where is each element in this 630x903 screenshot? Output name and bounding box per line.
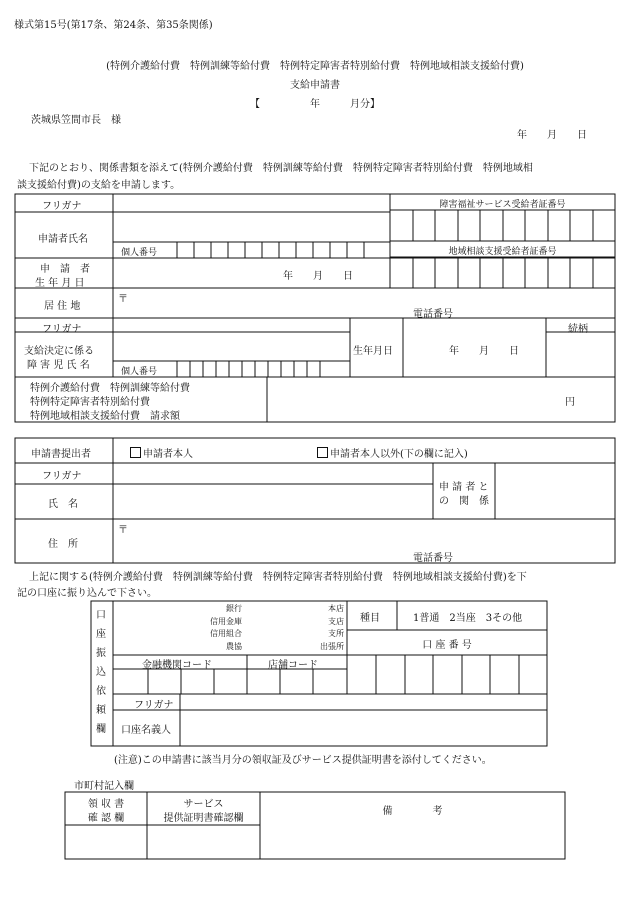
service-check-label-2: 提供証明書確認欄 (163, 813, 244, 824)
bank-side-char: 頼 (96, 705, 106, 716)
account-furigana-label: フリガナ (134, 700, 174, 711)
submitter-self-label: 申請者本人 (143, 449, 193, 460)
child-birth-value: 年 月 日 (449, 346, 519, 357)
cert-no-label: 障害福祉サービス受給者証番号 (439, 200, 566, 210)
bank-side-label (96, 606, 108, 739)
applicant-birth-label-1: 申 請 者 (40, 264, 90, 275)
residence-postal-mark: 〒 (118, 294, 128, 305)
form-number: 様式第15号(第17条、第24条、第35条関係) (14, 20, 213, 31)
transfer-line-2: 記の口座に振り込んで下さい。 (17, 588, 157, 599)
applicant-personal-no-label: 個人番号 (121, 248, 158, 258)
child-personal-no-label: 個人番号 (121, 367, 158, 377)
submitter-self-option[interactable] (130, 445, 193, 460)
municipal-title: 市町村記入欄 (74, 781, 134, 792)
account-kind-options: 1普通 2当座 3その他 (413, 613, 523, 624)
intro-line-1: 下記のとおり、関係書類を添えて(特例介護給付費 特例訓練等給付費 特例特定障害者特別給付費 特例地域相 (29, 163, 533, 174)
branch-type-item: 支所 (328, 629, 344, 638)
bank-side-char: 座 (96, 629, 106, 640)
form-subtitle: (特例介護給付費 特例訓練等給付費 特例特定障害者特別給付費 特例地域相談支援給付費) (106, 61, 524, 72)
bank-side-char: 振 (96, 648, 106, 659)
child-name-label-2: 障 害 児 氏 名 (27, 360, 90, 371)
branch-type-item: 支店 (328, 616, 344, 626)
receipt-check-label-2: 確 認 欄 (87, 813, 125, 824)
submitter-other-checkbox[interactable] (317, 447, 328, 458)
submitter-phone-label: 電話番号 (413, 553, 453, 564)
branch-type-item: 出張所 (320, 641, 344, 651)
submitter-relation-label-2: の 関 係 (439, 496, 489, 507)
submitter-self-checkbox[interactable] (130, 447, 141, 458)
bank-type-item: 信用組合 (210, 629, 242, 638)
claim-label-1: 特例介護給付費 特例訓練等給付費 (30, 383, 190, 394)
submitter-other-label: 申請者本人以外(下の欄に記入) (330, 449, 468, 460)
addressee: 茨城県笠間市長 様 (31, 115, 121, 126)
branch-type-item: 本店 (328, 604, 344, 613)
chiiki-no-label: 地域相談支援受給者証番号 (448, 247, 557, 257)
child-birth-label: 生年月日 (353, 346, 393, 357)
submitter-relation-label-1: 申 請 者 と (439, 482, 489, 493)
bank-side-char: 依 (96, 686, 106, 697)
bank-side-char: 込 (96, 667, 106, 678)
bank-type-item: 信用金庫 (210, 616, 242, 626)
submitter-address-label: 住 所 (48, 539, 78, 550)
bank-side-char: 口 (96, 610, 106, 621)
residence-phone-label: 電話番号 (413, 309, 453, 320)
child-name-label-1: 支給決定に係る (24, 346, 94, 357)
remarks-label: 備 考 (382, 806, 443, 817)
attachment-note: (注意)この申請書に該当月分の領収証及びサービス提供証明書を添付してください。 (114, 755, 492, 766)
applicant-name-label: 申請者氏名 (38, 234, 88, 245)
form-title: 支給申請書 (290, 80, 340, 91)
bank-code-label: 金融機関コード (142, 660, 212, 671)
submission-date: 年 月 日 (517, 130, 587, 141)
bank-side-char: 欄 (96, 724, 106, 735)
submitter-furigana-label: フリガナ (42, 471, 82, 482)
applicant-birth-value: 年 月 日 (283, 271, 353, 282)
claim-label-3: 特例地域相談支援給付費 請求額 (30, 411, 180, 422)
bank-type-list (200, 603, 242, 653)
submitter-other-option[interactable] (317, 445, 468, 460)
applicant-birth-label-2: 生 年 月 日 (35, 278, 85, 289)
bank-type-item: 農協 (226, 641, 242, 651)
account-number-label: 口 座 番 号 (422, 640, 472, 651)
intro-line-2: 談支援給付費)の支給を申請します。 (17, 180, 181, 191)
service-check-label-1: サービス (183, 799, 224, 810)
submitter-name-label: 氏 名 (48, 499, 78, 510)
residence-label: 居 住 地 (44, 301, 81, 312)
branch-code-label: 店舗コード (268, 660, 318, 671)
claim-label-2: 特例特定障害者特別給付費 (30, 397, 150, 408)
receipt-check-label-1: 領 収 書 (87, 799, 125, 810)
submitter-label: 申請書提出者 (31, 449, 91, 460)
claim-unit: 円 (565, 397, 575, 408)
applicant-furigana-label: フリガナ (42, 201, 82, 212)
transfer-line-1: 上記に関する(特例介護給付費 特例訓練等給付費 特例特定障害者特別給付費 特例地域相談支援給付費)を下 (29, 572, 527, 583)
account-holder-label: 口座名義人 (121, 725, 171, 736)
child-furigana-label: フリガナ (42, 324, 82, 335)
child-relation-label: 続柄 (568, 324, 588, 335)
submitter-postal-mark: 〒 (118, 525, 128, 536)
branch-type-list (306, 603, 344, 653)
bank-type-item: 銀行 (226, 604, 242, 613)
account-kind-label: 種目 (360, 613, 380, 624)
period-field: 【 年 月分】 (250, 99, 380, 110)
